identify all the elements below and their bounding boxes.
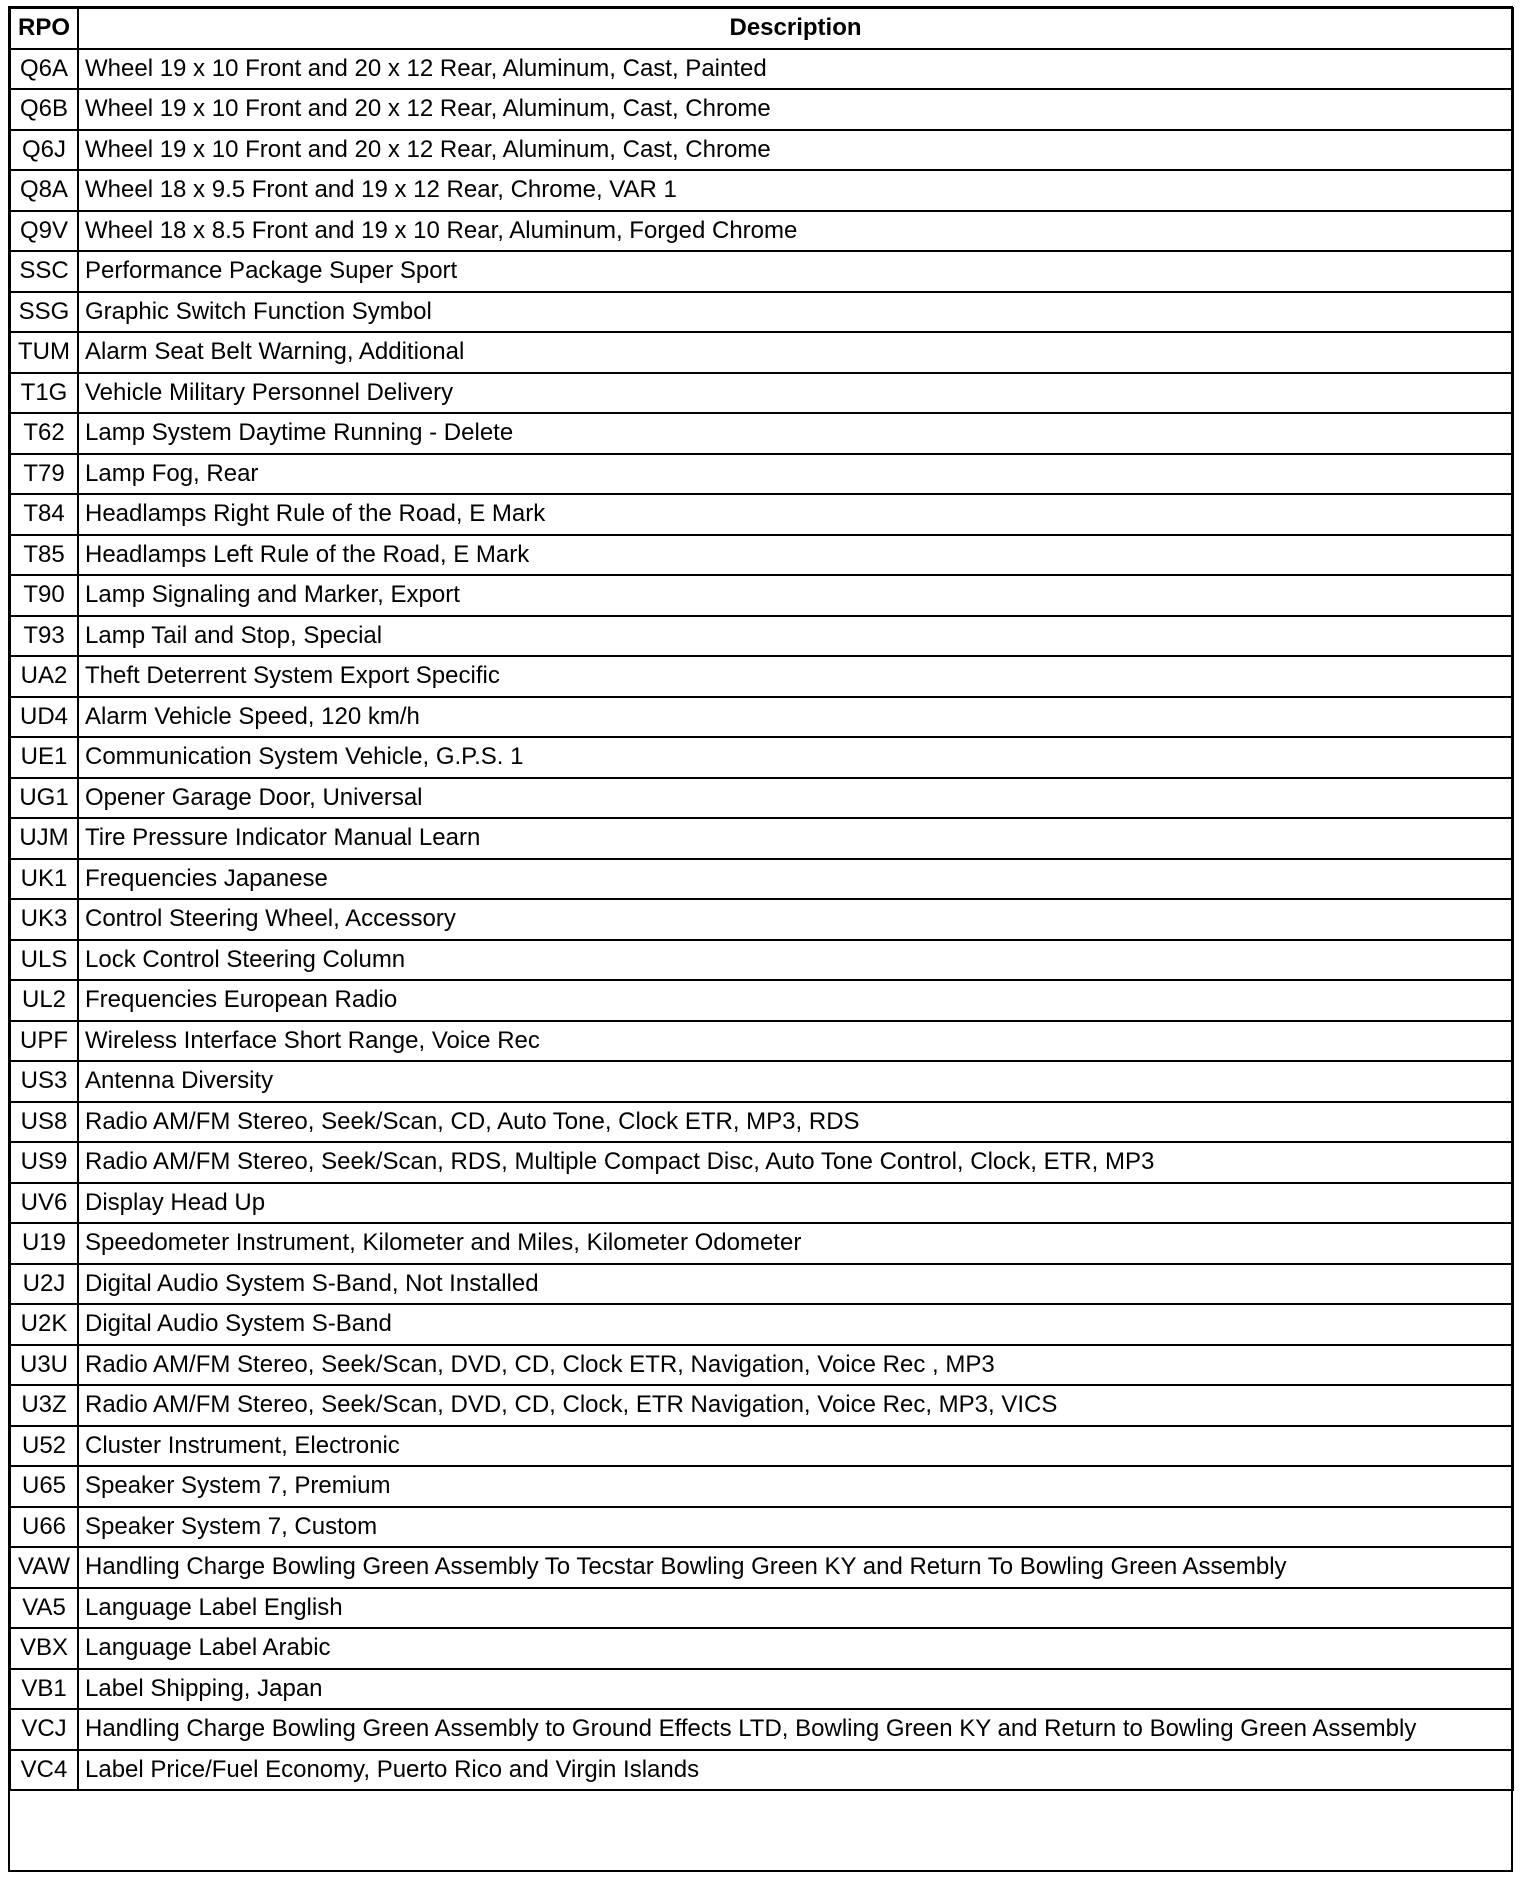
rpo-code-cell: UK1 [10, 859, 78, 900]
rpo-code-cell: T93 [10, 616, 78, 657]
rpo-table [9, 7, 1514, 1791]
table-row [10, 49, 1513, 90]
rpo-code-cell: Q8A [10, 170, 78, 211]
column-header-rpo: RPO [10, 8, 78, 49]
description-cell: Headlamps Left Rule of the Road, E Mark [78, 535, 1513, 576]
table-row [10, 1102, 1513, 1143]
rpo-code-cell: VA5 [10, 1588, 78, 1629]
table-row [10, 1061, 1513, 1102]
rpo-code-cell: U3Z [10, 1385, 78, 1426]
rpo-code-cell: T90 [10, 575, 78, 616]
description-cell: Lamp Tail and Stop, Special [78, 616, 1513, 657]
rpo-code-cell: Q6J [10, 130, 78, 171]
description-cell: Control Steering Wheel, Accessory [78, 899, 1513, 940]
table-row [10, 1385, 1513, 1426]
table-row [10, 1588, 1513, 1629]
description-cell: Wheel 19 x 10 Front and 20 x 12 Rear, Aluminum, Cast, Painted [78, 49, 1513, 90]
description-cell: Speaker System 7, Custom [78, 1507, 1513, 1548]
description-cell: Performance Package Super Sport [78, 251, 1513, 292]
rpo-code-cell: US8 [10, 1102, 78, 1143]
table-row [10, 940, 1513, 981]
description-cell: Radio AM/FM Stereo, Seek/Scan, CD, Auto Tone, Clock ETR, MP3, RDS [78, 1102, 1513, 1143]
rpo-code-cell: ULS [10, 940, 78, 981]
description-cell: Language Label English [78, 1588, 1513, 1629]
table-row [10, 656, 1513, 697]
description-cell: Wireless Interface Short Range, Voice Rec [78, 1021, 1513, 1062]
description-cell: Radio AM/FM Stereo, Seek/Scan, DVD, CD, Clock, ETR Navigation, Voice Rec, MP3, VICS [78, 1385, 1513, 1426]
description-cell: Wheel 19 x 10 Front and 20 x 12 Rear, Aluminum, Cast, Chrome [78, 130, 1513, 171]
description-cell: Alarm Seat Belt Warning, Additional [78, 332, 1513, 373]
table-row [10, 1426, 1513, 1467]
table-row [10, 616, 1513, 657]
rpo-code-cell: T79 [10, 454, 78, 495]
rpo-code-cell: U19 [10, 1223, 78, 1264]
table-row [10, 1547, 1513, 1588]
table-row [10, 535, 1513, 576]
rpo-code-cell: U2K [10, 1304, 78, 1345]
table-row [10, 1142, 1513, 1183]
rpo-code-cell: T85 [10, 535, 78, 576]
rpo-code-cell: TUM [10, 332, 78, 373]
rpo-code-cell: US3 [10, 1061, 78, 1102]
table-row [10, 1628, 1513, 1669]
description-cell: Alarm Vehicle Speed, 120 km/h [78, 697, 1513, 738]
rpo-code-cell: T1G [10, 373, 78, 414]
rpo-code-cell: VC4 [10, 1750, 78, 1791]
table-row [10, 413, 1513, 454]
description-cell: Tire Pressure Indicator Manual Learn [78, 818, 1513, 859]
table-body [10, 49, 1513, 1791]
rpo-code-cell: UPF [10, 1021, 78, 1062]
table-row [10, 1709, 1513, 1750]
description-cell: Antenna Diversity [78, 1061, 1513, 1102]
rpo-code-cell: UJM [10, 818, 78, 859]
table-row [10, 980, 1513, 1021]
rpo-code-cell: UG1 [10, 778, 78, 819]
rpo-code-cell: U52 [10, 1426, 78, 1467]
description-cell: Handling Charge Bowling Green Assembly To Tecstar Bowling Green KY and Return To Bowling Green Assembly [78, 1547, 1513, 1588]
table-row [10, 494, 1513, 535]
description-cell: Wheel 18 x 9.5 Front and 19 x 12 Rear, Chrome, VAR 1 [78, 170, 1513, 211]
table-row [10, 818, 1513, 859]
rpo-code-cell: UE1 [10, 737, 78, 778]
table-row [10, 89, 1513, 130]
description-cell: Vehicle Military Personnel Delivery [78, 373, 1513, 414]
rpo-code-cell: VAW [10, 1547, 78, 1588]
table-row [10, 1264, 1513, 1305]
rpo-code-cell: T84 [10, 494, 78, 535]
description-cell: Lamp Fog, Rear [78, 454, 1513, 495]
table-row [10, 899, 1513, 940]
description-cell: Wheel 18 x 8.5 Front and 19 x 10 Rear, Aluminum, Forged Chrome [78, 211, 1513, 252]
table-row [10, 170, 1513, 211]
table-row [10, 1466, 1513, 1507]
description-cell: Speaker System 7, Premium [78, 1466, 1513, 1507]
table-row [10, 332, 1513, 373]
table-row [10, 697, 1513, 738]
rpo-code-cell: UD4 [10, 697, 78, 738]
table-row [10, 859, 1513, 900]
rpo-code-cell: UA2 [10, 656, 78, 697]
rpo-code-cell: VCJ [10, 1709, 78, 1750]
table-row [10, 373, 1513, 414]
table-row [10, 211, 1513, 252]
description-cell: Label Price/Fuel Economy, Puerto Rico and Virgin Islands [78, 1750, 1513, 1791]
rpo-code-cell: U3U [10, 1345, 78, 1386]
description-cell: Wheel 19 x 10 Front and 20 x 12 Rear, Aluminum, Cast, Chrome [78, 89, 1513, 130]
description-cell: Opener Garage Door, Universal [78, 778, 1513, 819]
table-row [10, 1223, 1513, 1264]
rpo-code-cell: VB1 [10, 1669, 78, 1710]
table-row [10, 292, 1513, 333]
table-row [10, 575, 1513, 616]
description-cell: Speedometer Instrument, Kilometer and Miles, Kilometer Odometer [78, 1223, 1513, 1264]
rpo-code-cell: VBX [10, 1628, 78, 1669]
description-cell: Frequencies Japanese [78, 859, 1513, 900]
description-cell: Radio AM/FM Stereo, Seek/Scan, DVD, CD, Clock ETR, Navigation, Voice Rec , MP3 [78, 1345, 1513, 1386]
description-cell: Display Head Up [78, 1183, 1513, 1224]
table-row [10, 1021, 1513, 1062]
table-row [10, 1669, 1513, 1710]
rpo-code-cell: SSC [10, 251, 78, 292]
description-cell: Radio AM/FM Stereo, Seek/Scan, RDS, Multiple Compact Disc, Auto Tone Control, Clock, ETR, MP3 [78, 1142, 1513, 1183]
description-cell: Digital Audio System S-Band, Not Installed [78, 1264, 1513, 1305]
description-cell: Lock Control Steering Column [78, 940, 1513, 981]
rpo-code-cell: UL2 [10, 980, 78, 1021]
rpo-code-cell: SSG [10, 292, 78, 333]
rpo-code-cell: Q9V [10, 211, 78, 252]
rpo-code-cell: UV6 [10, 1183, 78, 1224]
description-cell: Frequencies European Radio [78, 980, 1513, 1021]
rpo-code-cell: Q6B [10, 89, 78, 130]
description-cell: Cluster Instrument, Electronic [78, 1426, 1513, 1467]
description-cell: Language Label Arabic [78, 1628, 1513, 1669]
description-cell: Handling Charge Bowling Green Assembly to Ground Effects LTD, Bowling Green KY and Return to Bowling Green Assembly [78, 1709, 1513, 1750]
table-row [10, 1304, 1513, 1345]
table-row [10, 1183, 1513, 1224]
description-cell: Graphic Switch Function Symbol [78, 292, 1513, 333]
rpo-code-cell: US9 [10, 1142, 78, 1183]
table-row [10, 454, 1513, 495]
rpo-code-cell: U2J [10, 1264, 78, 1305]
table-row [10, 778, 1513, 819]
description-cell: Lamp Signaling and Marker, Export [78, 575, 1513, 616]
column-header-description: Description [78, 8, 1513, 49]
table-row [10, 251, 1513, 292]
rpo-code-cell: Q6A [10, 49, 78, 90]
rpo-code-cell: U65 [10, 1466, 78, 1507]
description-cell: Communication System Vehicle, G.P.S. 1 [78, 737, 1513, 778]
table-row [10, 737, 1513, 778]
rpo-code-cell: UK3 [10, 899, 78, 940]
description-cell: Label Shipping, Japan [78, 1669, 1513, 1710]
rpo-code-cell: T62 [10, 413, 78, 454]
description-cell: Digital Audio System S-Band [78, 1304, 1513, 1345]
table-row [10, 1507, 1513, 1548]
rpo-code-cell: U66 [10, 1507, 78, 1548]
table-row [10, 1345, 1513, 1386]
description-cell: Theft Deterrent System Export Specific [78, 656, 1513, 697]
description-cell: Headlamps Right Rule of the Road, E Mark [78, 494, 1513, 535]
table-row [10, 130, 1513, 171]
table-header-row [10, 8, 1513, 49]
table-row [10, 1750, 1513, 1791]
description-cell: Lamp System Daytime Running - Delete [78, 413, 1513, 454]
